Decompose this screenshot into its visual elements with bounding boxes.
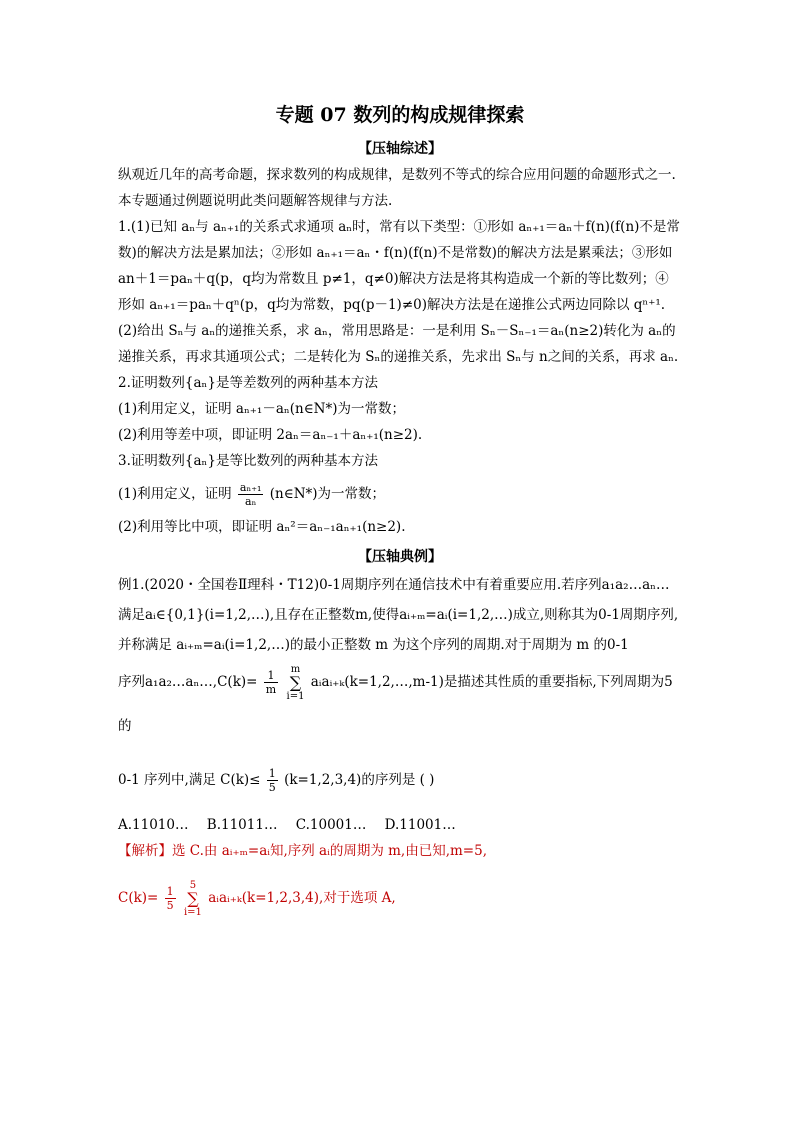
option-b: B.11011…	[206, 817, 278, 833]
solution-formula-line	[118, 878, 682, 918]
example-1-formula-line	[118, 660, 682, 748]
intro-paragraph: 纵观近几年的高考命题，探求数列的构成规律，是数列不等式的综合应用问题的命题形式之一. 本专题通过例题说明此类问题解答规律与方法.	[118, 167, 676, 209]
example-1-condition-line	[118, 762, 682, 798]
ex1-summation	[287, 664, 305, 702]
ratio-fraction	[238, 481, 264, 508]
ex1-formula-prefix: 序列a₁a₂…aₙ…,C(k)=	[118, 674, 258, 690]
ex1-condition-suffix: (k=1,2,3,4)的序列是 ( )	[284, 772, 435, 788]
sol-fraction-denominator: 5	[166, 899, 174, 912]
summation-symbol: ∑	[187, 888, 199, 908]
ex1-condition-prefix: 0-1 序列中,满足 C(k)≤	[118, 772, 261, 788]
ratio-denominator: aₙ	[245, 495, 257, 508]
ex1-sum-upper: m	[290, 663, 301, 675]
option-a: A.11010…	[118, 817, 189, 833]
sol-fraction	[165, 885, 176, 912]
paragraph-2-heading: 2.证明数列{aₙ}是等差数列的两种基本方法	[118, 375, 378, 391]
ex1-condition-denominator: 5	[268, 781, 276, 794]
paragraph-3-2: (2)利用等比中项，即证明 aₙ²＝aₙ₋₁aₙ₊₁(n≥2).	[118, 519, 406, 535]
sol-formula-suffix: aᵢaᵢ₊ₖ(k=1,2,3,4),对于选项 A,	[208, 890, 396, 906]
summation-symbol: ∑	[289, 672, 302, 692]
example-1-statement: 例1.(2020・全国卷Ⅱ理科・T12)0-1周期序列在通信技术中有着重要应用.若序列a₁a₂…aₙ…满足aᵢ∈{0,1}(i=1,2,…),且存在正整数m,使得aᵢ₊ₘ=aᵢ(i=1,2,…)成立,则称其为0-1周期序列,并称满足 aᵢ₊ₘ=aᵢ(i=1,2,…)的最小正整数 m 为这个序列的周期.对于周期为 m 的0-1	[118, 577, 679, 653]
page-title: 专题 07 数列的构成规律探索	[275, 104, 525, 126]
p3-1-suffix: (n∈N*)为一常数；	[269, 486, 386, 502]
sol-summation	[184, 880, 202, 918]
paragraph-1b: (2)给出 Sₙ与 aₙ的递推关系，求 aₙ，常用思路是：一是利用 Sₙ－Sₙ₋₁＝aₙ(n≥2)转化为 aₙ的递推关系，再求其通项公式；二是转化为 Sₙ的递推关系，先求出 Sₙ与 n之间的关系，再求 aₙ.	[118, 323, 679, 365]
ex1-sum-lower: i=1	[286, 690, 305, 702]
sol-fraction-numerator: 1	[166, 885, 174, 898]
ex1-condition-fraction	[267, 767, 278, 794]
paragraph-1a: 1.(1)已知 aₙ与 aₙ₊₁的关系式求通项 aₙ时，常有以下类型：①形如 aₙ₊₁＝aₙ＋f(n)(f(n)不是常数)的解决方法是累加法；②形如 aₙ₊₁＝aₙ・f(n)(f(n)不是常数)的解决方法是累乘法；③形如 an＋1＝paₙ＋q(p，q均为常数且 p≠1，q≠0)解决方法是将其构造成一个新的等比数列；④形如 aₙ₊₁＝paₙ＋qⁿ(p，q均为常数，pq(p－1)≠0)解决方法是在递推公式两边同除以 qⁿ⁺¹.	[118, 219, 680, 313]
section-heading-examples: 【压轴典例】	[358, 549, 442, 565]
sol-sum-lower: i=1	[183, 906, 202, 918]
section-heading-summary: 【压轴综述】	[358, 141, 442, 157]
ex1-fraction-numerator: 1	[264, 669, 278, 683]
sol-sum-upper: 5	[189, 879, 197, 891]
solution-line-1: 【解析】选 C.由 aᵢ₊ₘ=aᵢ知,序列 aᵢ的周期为 m,由已知,m=5,	[118, 843, 487, 859]
option-c: C.10001…	[295, 817, 367, 833]
ratio-numerator: aₙ₊₁	[239, 481, 262, 494]
document-content	[118, 100, 682, 918]
option-d: D.11001…	[384, 817, 456, 833]
ex1-fraction-denominator: m	[265, 683, 277, 696]
ex1-formula-suffix: aᵢaᵢ₊ₖ(k=1,2,…,m-1)是描述其性质的重要指标,下列周期为5的	[118, 674, 673, 734]
p3-1-prefix: (1)利用定义，证明	[118, 486, 232, 502]
paragraph-2-2: (2)利用等差中项，即证明 2aₙ＝aₙ₋₁＋aₙ₊₁(n≥2).	[118, 427, 423, 443]
paragraph-3-1	[118, 474, 682, 514]
paragraph-2-1: (1)利用定义，证明 aₙ₊₁－aₙ(n∈N*)为一常数；	[118, 401, 406, 417]
sol-formula-prefix: C(k)=	[118, 890, 159, 906]
ex1-fraction	[264, 669, 278, 696]
answer-options	[118, 812, 682, 838]
ex1-condition-numerator: 1	[268, 767, 276, 780]
paragraph-3-heading: 3.证明数列{aₙ}是等比数列的两种基本方法	[118, 453, 378, 469]
